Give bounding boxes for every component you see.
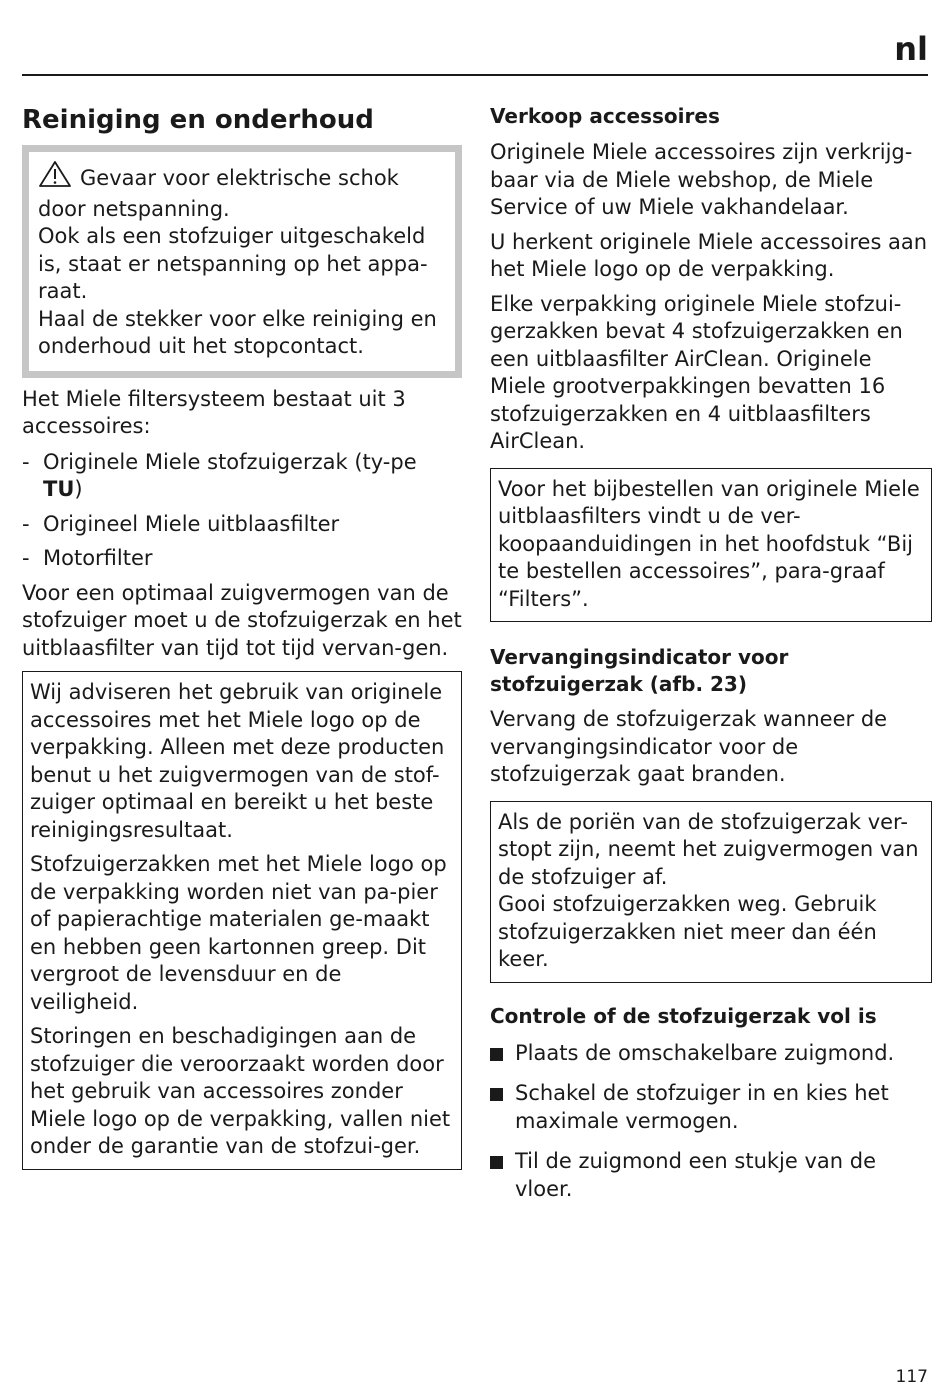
accessory-list bbox=[22, 449, 462, 573]
list-dash: - bbox=[22, 511, 30, 536]
warning-box bbox=[22, 145, 462, 378]
step-text: Til de zuigmond een stukje van de vloer. bbox=[515, 1149, 876, 1201]
warning-line-1-text: Gevaar voor elektrische schok door netspanning. bbox=[38, 166, 399, 221]
warning-line-3: Haal de stekker voor elke reiniging en onderhoud uit het stopcontact. bbox=[38, 306, 437, 358]
list-item-text: Origineel Miele uitblaasfilter bbox=[43, 511, 340, 536]
square-bullet-icon bbox=[490, 1048, 503, 1061]
warning-triangle-icon bbox=[38, 160, 72, 196]
sales-note-text: Voor het bijbestellen van originele Miele uitblaasfilters vindt u de ver-koopaanduidingen in het hoofdstuk “Bij te bestellen accessoires”, para-graaf “Filters”. bbox=[498, 476, 920, 611]
advice-note-p1: Wij adviseren het gebruik van originele accessoires met het Miele logo op de verpakking. Alleen met deze producten benut u het zuigvermogen van de stof-zuiger optimaal en bereikt u het beste reinigingsresultaat. bbox=[30, 680, 445, 842]
indicator-note-box bbox=[490, 801, 932, 983]
language-code: nl bbox=[894, 30, 928, 68]
sales-p2: U herkent originele Miele accessoires aan het Miele logo op de verpakking. bbox=[490, 229, 928, 281]
sales-p1: Originele Miele accessoires zijn verkrijg-baar via de Miele webshop, de Miele Service of uw Miele vakhandelaar. bbox=[490, 140, 913, 219]
list-item-text: Motorfilter bbox=[43, 546, 153, 570]
list-item-text-suffix: ) bbox=[74, 477, 83, 501]
step-text: Plaats de omschakelbare zuigmond. bbox=[515, 1040, 895, 1065]
list-item bbox=[22, 545, 462, 573]
left-column bbox=[22, 100, 462, 1170]
square-bullet-icon bbox=[490, 1088, 503, 1101]
warning-line-1 bbox=[38, 160, 446, 223]
sales-heading: Verkoop accessoires bbox=[490, 104, 720, 128]
list-item-text-bold: TU bbox=[43, 477, 75, 501]
square-bullet-icon bbox=[490, 1156, 503, 1169]
filter-system-intro: Het Miele filtersysteem bestaat uit 3 accessoires: bbox=[22, 386, 406, 438]
check-heading: Controle of de stofzuigerzak vol is bbox=[490, 1003, 877, 1028]
list-item bbox=[22, 449, 462, 504]
check-steps-list bbox=[490, 1040, 932, 1204]
list-item bbox=[22, 511, 462, 539]
list-dash: - bbox=[22, 546, 30, 570]
list-item bbox=[490, 1040, 932, 1068]
replacement-paragraph: Voor een optimaal zuigvermogen van de stofzuiger moet u de stofzuigerzak en het uitblaasfilter van tijd tot tijd vervan-gen. bbox=[22, 580, 462, 660]
indicator-note-1: Als de poriën van de stofzuigerzak ver-stopt zijn, neemt het zuigvermogen van de stofzuiger af. bbox=[498, 809, 919, 889]
sales-p3: Elke verpakking originele Miele stofzui-gerzakken bevat 4 stofzuigerzakken en een uitblaasfilter AirClean. Originele Miele grootverpakkingen bevatten 16 stofzuigerzakken en 4 uitblaasfilters AirClean. bbox=[490, 291, 903, 453]
advice-note-box bbox=[22, 671, 462, 1170]
indicator-heading: Vervangingsindicator voor stofzuigerzak (afb. 23) bbox=[490, 645, 789, 696]
list-item bbox=[490, 1148, 932, 1203]
page-number: 117 bbox=[895, 1367, 928, 1387]
step-text: Schakel de stofzuiger in en kies het maximale vermogen. bbox=[515, 1081, 889, 1133]
warning-line-2: Ook als een stofzuiger uitgeschakeld is, staat er netspanning op het appa-raat. bbox=[38, 224, 428, 303]
list-item-text-prefix: Originele Miele stofzuigerzak (ty-pe bbox=[43, 449, 417, 474]
list-item bbox=[490, 1080, 932, 1135]
section-title: Reiniging en onderhoud bbox=[22, 105, 374, 135]
indicator-note-2: Gooi stofzuigerzakken weg. Gebruik stofzuigerzakken niet meer dan één keer. bbox=[498, 892, 877, 971]
right-column bbox=[490, 100, 932, 1216]
advice-note-p2: Stofzuigerzakken met het Miele logo op de verpakking worden niet van pa-pier of papierachtige materialen ge-maakt en hebben geen kartonnen greep. Dit vergroot de levensduur en de veiligheid. bbox=[30, 852, 447, 1014]
sales-note-box bbox=[490, 468, 932, 623]
list-dash: - bbox=[22, 449, 30, 474]
advice-note-p3: Storingen en beschadigingen aan de stofzuiger die veroorzaakt worden door het gebruik van accessoires zonder Miele logo op de verpakking, vallen niet onder de garantie van de stofzui-ger. bbox=[30, 1024, 451, 1158]
indicator-p1: Vervang de stofzuigerzak wanneer de vervangingsindicator voor de stofzuigerzak gaat branden. bbox=[490, 707, 888, 786]
header-rule bbox=[22, 74, 928, 76]
